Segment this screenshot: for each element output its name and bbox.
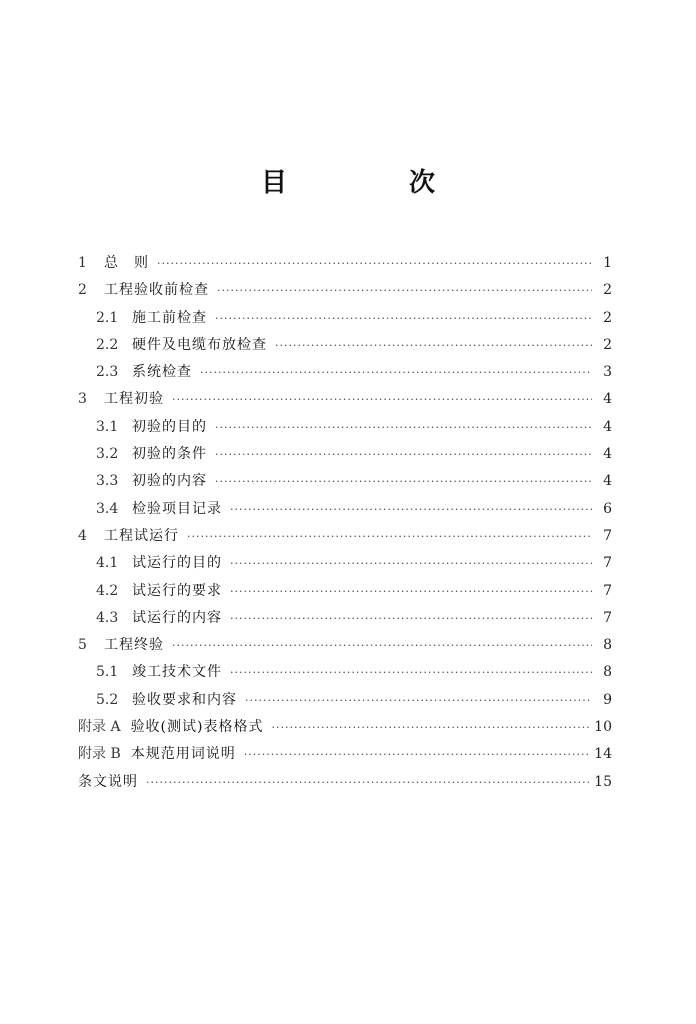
toc-entry-number: 4.3 (96, 609, 119, 626)
toc-entry-number: 5.1 (96, 664, 119, 681)
toc-entry[interactable] (78, 468, 612, 495)
page-title: 目 次 (260, 168, 483, 198)
toc-leader-dots (157, 250, 592, 277)
toc-entry-number: 5 (78, 637, 87, 654)
toc-entry-number: 4.1 (96, 555, 119, 572)
toc-entry-page: 4 (603, 473, 612, 490)
toc-entry[interactable] (78, 277, 612, 304)
toc-entry-page: 14 (594, 746, 612, 763)
toc-entry-label: 工程终验 (104, 637, 164, 654)
toc-entry[interactable] (78, 359, 612, 386)
toc-entry-number: 4.2 (96, 582, 119, 599)
toc-entry[interactable] (78, 550, 612, 577)
toc-entry-number: 3.2 (96, 446, 119, 463)
toc-entry[interactable] (78, 578, 612, 605)
toc-entry-number: 4 (78, 527, 87, 544)
toc-leader-dots (200, 359, 592, 386)
toc-leader-dots (146, 769, 590, 796)
toc-entry-label: 工程初验 (104, 391, 164, 408)
toc-entry-page: 15 (594, 773, 612, 790)
toc-leader-dots (172, 632, 592, 659)
toc-entry-page: 10 (594, 719, 612, 736)
toc-entry[interactable] (78, 496, 612, 523)
toc-leader-dots (272, 714, 591, 741)
toc-entry-label: 竣工技术文件 (132, 664, 222, 681)
toc-entry-page: 4 (603, 418, 612, 435)
toc-leader-dots (230, 496, 592, 523)
toc-entry-page: 7 (603, 555, 612, 572)
toc-leader-dots (215, 414, 592, 441)
toc-entry[interactable] (78, 332, 612, 359)
toc-entry-label: 本规范用词说明 (130, 746, 236, 763)
toc-entry-page: 9 (603, 691, 612, 708)
toc-entry-label: 条文说明 (78, 773, 138, 790)
toc-entry[interactable] (78, 250, 612, 277)
toc-entry-label: 试运行的要求 (132, 582, 222, 599)
toc-entry[interactable] (78, 605, 612, 632)
toc-entry-label: 初验的内容 (132, 473, 207, 490)
toc-entry-label: 系统检查 (132, 364, 192, 381)
toc-leader-dots (215, 441, 592, 468)
toc-entry-label: 初验的目的 (132, 418, 207, 435)
toc-entry-page: 2 (603, 309, 612, 326)
toc-entry[interactable] (78, 687, 612, 714)
toc-entry-number: 3 (78, 391, 87, 408)
toc-entry-label: 验收要求和内容 (132, 691, 237, 708)
toc-entry[interactable] (78, 714, 612, 741)
toc-entry-page: 7 (603, 582, 612, 599)
toc-entry[interactable] (78, 632, 612, 659)
toc-leader-dots (244, 741, 590, 768)
toc-leader-dots (230, 578, 592, 605)
toc-entry[interactable] (78, 414, 612, 441)
toc-entry-page: 4 (603, 446, 612, 463)
toc-entry-number: 3.3 (96, 473, 119, 490)
table-of-contents (78, 250, 612, 796)
toc-entry-page: 6 (603, 500, 612, 517)
toc-entry-label: 初验的条件 (132, 446, 207, 463)
toc-entry-label: 硬件及电缆布放检查 (132, 336, 267, 353)
toc-leader-dots (187, 523, 592, 550)
toc-entry-number: 3.1 (96, 418, 119, 435)
toc-leader-dots (215, 305, 592, 332)
toc-leader-dots (245, 687, 592, 714)
toc-leader-dots (215, 468, 592, 495)
toc-entry-number: 附录 A (78, 719, 121, 736)
toc-entry-number: 1 (78, 255, 87, 271)
toc-entry-number: 5.2 (96, 691, 119, 708)
toc-entry-page: 3 (603, 364, 612, 381)
toc-entry[interactable] (78, 769, 612, 796)
toc-leader-dots (172, 386, 592, 413)
toc-entry[interactable] (78, 386, 612, 413)
toc-entry-number: 2.2 (96, 336, 119, 353)
toc-entry[interactable] (78, 741, 612, 768)
toc-entry-label: 工程验收前检查 (104, 282, 209, 299)
toc-entry-number: 2.3 (96, 364, 119, 381)
toc-entry[interactable] (78, 659, 612, 686)
toc-entry-number: 3.4 (96, 500, 119, 517)
toc-entry-page: 2 (603, 282, 612, 299)
toc-entry[interactable] (78, 523, 612, 550)
toc-entry-page: 7 (603, 527, 612, 544)
toc-entry-label: 总 则 (104, 255, 149, 271)
toc-entry-number: 2.1 (96, 309, 119, 326)
toc-entry-page: 8 (603, 664, 612, 681)
toc-entry-label: 施工前检查 (132, 309, 207, 326)
toc-entry-page: 1 (603, 255, 612, 271)
toc-leader-dots (230, 550, 592, 577)
toc-leader-dots (275, 332, 592, 359)
toc-entry-label: 试运行的目的 (132, 555, 222, 572)
toc-entry-page: 7 (603, 609, 612, 626)
toc-leader-dots (217, 277, 592, 304)
toc-entry-label: 验收(测试)表格格式 (130, 719, 264, 736)
toc-leader-dots (230, 659, 592, 686)
toc-entry-label: 试运行的内容 (132, 609, 222, 626)
toc-entry[interactable] (78, 305, 612, 332)
toc-leader-dots (230, 605, 592, 632)
toc-entry-label: 检验项目记录 (132, 500, 222, 517)
toc-entry-page: 4 (603, 391, 612, 408)
toc-entry-label: 工程试运行 (104, 527, 179, 544)
toc-entry-page: 2 (603, 336, 612, 353)
toc-entry-number: 2 (78, 282, 87, 299)
toc-entry[interactable] (78, 441, 612, 468)
toc-entry-number: 附录 B (78, 746, 121, 763)
toc-entry-page: 8 (603, 637, 612, 654)
